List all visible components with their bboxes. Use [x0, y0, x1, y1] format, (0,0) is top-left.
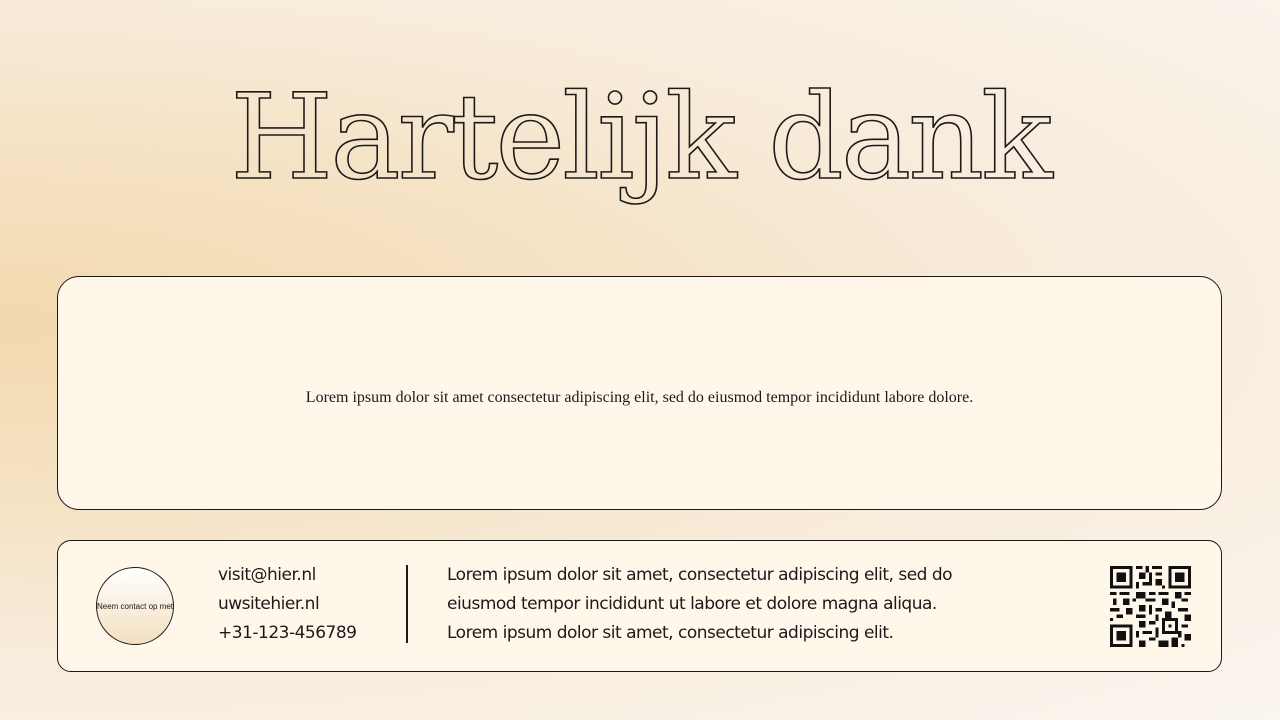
main-text: Lorem ipsum dolor sit amet consectetur adipiscing elit, sed do eiusmod tempor incididunt labore dolore. [305, 389, 974, 406]
footer-description [447, 561, 1007, 648]
contact-circle [96, 567, 174, 645]
website-text: uwsitehier.nl [218, 594, 320, 614]
phone-text: +31-123-456789 [218, 623, 357, 643]
contact-label: Neem contact op met [96, 601, 174, 611]
slide-title: Hartelijk dank [230, 68, 1050, 206]
footer-divider [406, 565, 408, 643]
email-text: visit@hier.nl [218, 565, 316, 585]
description-line: eiusmod tempor incididunt ut labore et dolore magna aliqua. [447, 594, 937, 614]
footer-card [57, 540, 1222, 672]
qr-code-icon [1110, 566, 1191, 647]
description-line: Lorem ipsum dolor sit amet, consectetur adipiscing elit, sed do [447, 565, 953, 585]
description-line: Lorem ipsum dolor sit amet, consectetur adipiscing elit. [447, 623, 894, 643]
title-area [0, 68, 1280, 206]
main-card [57, 276, 1222, 510]
contact-info [218, 561, 357, 648]
